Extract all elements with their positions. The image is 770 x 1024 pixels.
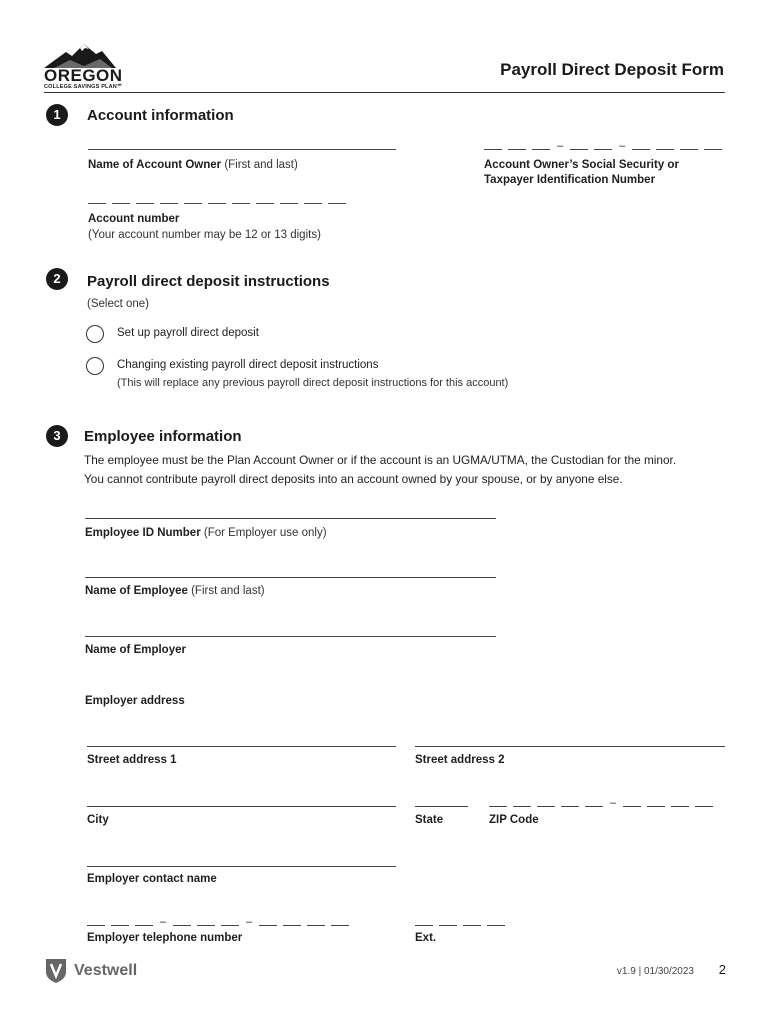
extension-field[interactable] <box>415 912 505 926</box>
account-number-hint: (Your account number may be 12 or 13 digits) <box>88 229 321 241</box>
vestwell-shield-icon <box>44 957 68 984</box>
account-owner-name-label: Name of Account Owner (First and last) <box>88 159 298 171</box>
select-one-hint: (Select one) <box>87 298 150 310</box>
city-label: City <box>87 814 109 826</box>
employer-phone-field[interactable]: – – <box>87 912 349 926</box>
ssn-field[interactable]: – – <box>484 136 722 150</box>
employer-name-field[interactable] <box>85 636 496 637</box>
setup-deposit-radio[interactable] <box>86 325 104 343</box>
section-2-title: Payroll direct deposit instructions <box>87 273 330 290</box>
street-address-2-field[interactable] <box>415 746 725 747</box>
employer-name-label: Name of Employer <box>85 644 186 656</box>
city-field[interactable] <box>87 806 396 807</box>
employee-name-label: Name of Employee (First and last) <box>85 585 265 597</box>
employee-info-desc-line1: The employee must be the Plan Account Owner or if the account is an UGMA/UTMA, the Custodian for the minor. <box>84 453 677 467</box>
account-number-label: Account number <box>88 213 180 225</box>
change-deposit-radio[interactable] <box>86 357 104 375</box>
street-address-1-label: Street address 1 <box>87 754 177 766</box>
state-label: State <box>415 814 444 826</box>
section-3-title: Employee information <box>84 428 242 445</box>
employee-name-field[interactable] <box>85 577 496 578</box>
section-1-title: Account information <box>87 107 234 124</box>
employee-id-field[interactable] <box>85 518 496 519</box>
form-title: Payroll Direct Deposit Form <box>500 60 724 79</box>
zip-code-field[interactable]: – <box>489 793 713 807</box>
header-divider <box>44 92 725 93</box>
employer-phone-label: Employer telephone number <box>87 932 243 944</box>
zip-code-label: ZIP Code <box>489 814 539 826</box>
section-1-number: 1 <box>46 104 68 126</box>
extension-label: Ext. <box>415 932 437 944</box>
section-2-number: 2 <box>46 268 68 290</box>
street-address-2-label: Street address 2 <box>415 754 505 766</box>
account-number-field[interactable] <box>88 192 346 204</box>
state-field[interactable] <box>415 806 468 807</box>
account-owner-name-field[interactable] <box>88 149 396 150</box>
mountain-logo-icon <box>44 44 116 68</box>
street-address-1-field[interactable] <box>87 746 396 747</box>
ssn-label-line2: Taxpayer Identification Number <box>484 174 656 186</box>
employer-contact-name-label: Employer contact name <box>87 873 217 885</box>
ssn-label-line1: Account Owner’s Social Security or <box>484 159 679 171</box>
change-deposit-hint: (This will replace any previous payroll direct deposit instructions for this account) <box>117 377 509 389</box>
version-info: v1.9 | 01/30/2023 <box>616 966 694 977</box>
page-number: 2 <box>718 962 726 977</box>
section-3-number: 3 <box>46 425 68 447</box>
logo-wordmark: OREGON <box>44 66 123 85</box>
employee-info-desc-line2: You cannot contribute payroll direct deposits into an account owned by your spouse, or by anyone else. <box>84 472 623 486</box>
employee-id-label: Employee ID Number (For Employer use only) <box>85 527 327 539</box>
vestwell-brand: Vestwell <box>74 962 138 979</box>
logo-subtitle: COLLEGE SAVINGS PLAN℠ <box>44 84 123 90</box>
setup-deposit-label: Set up payroll direct deposit <box>117 327 259 339</box>
change-deposit-label: Changing existing payroll direct deposit instructions <box>117 359 379 371</box>
employer-address-label: Employer address <box>85 695 185 707</box>
employer-contact-name-field[interactable] <box>87 866 396 867</box>
